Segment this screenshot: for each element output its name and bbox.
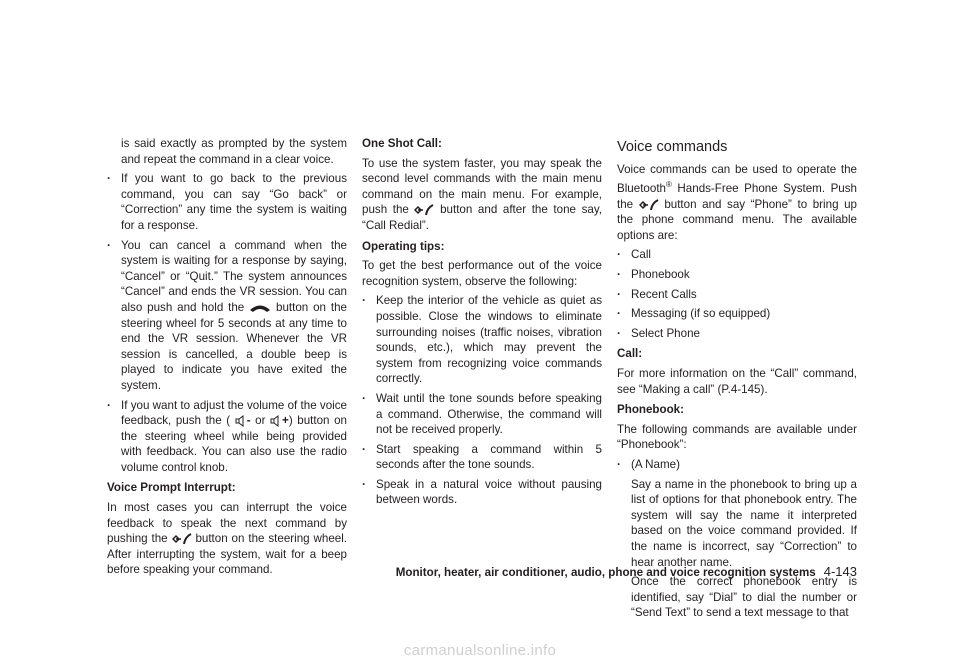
paragraph-phonebook: The following commands are available under “Phonebook”: (617, 422, 857, 452)
paragraph-interrupt: In most cases you can interrupt the voice feedback to speak the next command by pushing the button on the steering wheel. After interrupting the system, wait for a beep before speaking your command. (107, 501, 348, 577)
paragraph-call: For more information on the “Call” command, see “Making a call” (P.4-145). (617, 366, 857, 396)
bullet-go-back: . If you want to go back to the previous command, you can say “Go back” or “Correction” any time the system is waiting for a response. (107, 171, 347, 233)
option-item: . Call (617, 247, 857, 263)
column-3 (617, 136, 857, 625)
bullet-tip: . Start speaking a command within 5 seconds after the tone sounds. (362, 442, 602, 473)
page-footer (396, 564, 857, 579)
footer-section-title: Monitor, heater, air conditioner, audio, phone and voice recognition systems (395, 566, 816, 579)
heading-voice-commands: Voice commands (617, 139, 728, 155)
page-number: 4-143 (823, 564, 857, 579)
heading-phonebook: Phonebook: (617, 403, 684, 417)
heading-operating-tips: Operating tips: (362, 239, 445, 253)
watermark: carmanualsonline.info (0, 642, 960, 664)
phone-talk-icon (249, 303, 271, 313)
bullet-cancel: . You can cancel a command when the system is waiting for a response by saying, “Cancel” or “Quit.” The system announces “Cancel” and ends the VR session. You can also push and hold the button on the steering wheel for 5 seconds at any time to end the VR session. Whenever the VR session is cancelled, a double beep is played to indicate you have exited the system. (107, 238, 347, 394)
column-1 (107, 136, 347, 582)
heading-call: Call: (617, 347, 643, 361)
bullet-tip: . Speak in a natural voice without pausing between words. (362, 477, 602, 508)
paragraph-tips: To get the best performance out of the voice recognition system, observe the following: (362, 259, 602, 288)
paragraph-a-name: Say a name in the phonebook to bring up a list of options for that phonebook entry. The system will say the name it interpreted based on the voice command provided. If the name is incorrect, say “Correction” to hear another name. (631, 477, 857, 569)
paragraph-a-name-continued: Once the correct phonebook entry is identified, say “Dial” to dial the number or “Send Text” to send a text message to that (631, 575, 857, 620)
voice-button-icon (172, 533, 192, 545)
paragraph-one-shot: To use the system faster, you may speak the second level commands with the main menu command on the main menu. For example, push the button and after the tone say, “Call Redial”. (362, 156, 602, 232)
paragraph-voice-commands: Voice commands can be used to operate the Bluetooth® Hands-Free Phone System. Push the button and say “Phone” to bring up the phone command menu. The available options are: (617, 162, 857, 242)
paragraph-continuation: is said exactly as prompted by the system and repeat the command in a clear voice. (121, 137, 347, 166)
registered-mark: ® (666, 180, 672, 190)
voice-button-icon (639, 199, 659, 211)
bullet-tip: . Wait until the tone sounds before speaking a command. Otherwise, the command will not be received properly. (362, 391, 602, 438)
bullet-a-name: . (A Name) (617, 457, 857, 473)
speaker-icon (270, 415, 282, 427)
option-item: . Recent Calls (617, 287, 857, 303)
bullet-tip: . Keep the interior of the vehicle as quiet as possible. Close the windows to eliminate surrounding noises (traffic noises, vibration sounds, etc.), which may prevent the system from recognizing voice commands correctly. (362, 293, 602, 387)
option-item: . Messaging (if so equipped) (617, 306, 857, 322)
heading-voice-prompt-interrupt: Voice Prompt Interrupt: (107, 481, 236, 495)
bullet-volume: . If you want to adjust the volume of the voice feedback, push the ( - or +) button on the steering wheel while being provided with feedback. You can also use the radio volume control knob. (107, 398, 347, 476)
column-2 (362, 136, 602, 512)
voice-button-icon (414, 204, 434, 216)
speaker-icon (235, 415, 247, 427)
heading-one-shot-call: One Shot Call: (362, 137, 442, 150)
option-item: . Select Phone (617, 326, 857, 342)
option-item: . Phonebook (617, 267, 857, 283)
